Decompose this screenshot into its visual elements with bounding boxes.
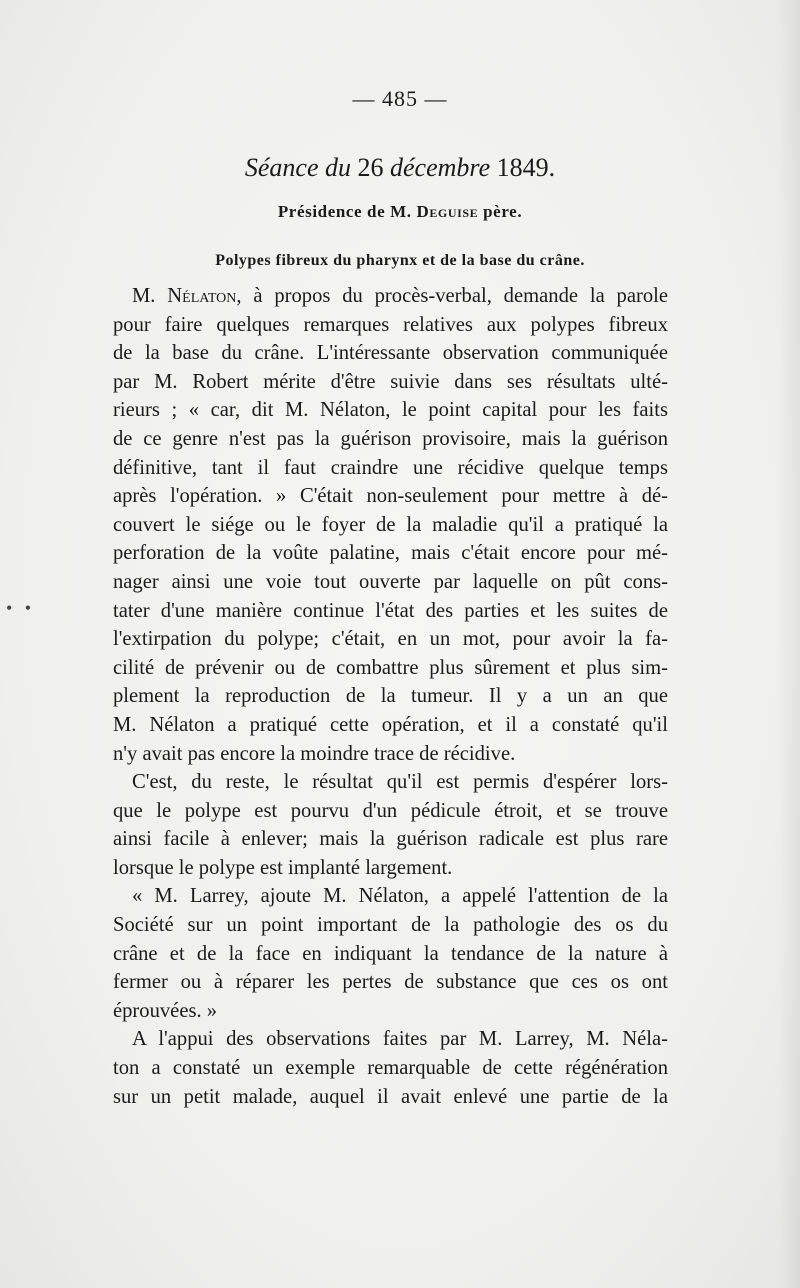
text-line: ton a constaté un exemple remarquable de cette régénération xyxy=(113,1057,668,1080)
text-line: n'y avait pas encore la moindre trace de récidive. xyxy=(113,742,516,765)
text-line: tater d'une manière continue l'état des parties et les suites de xyxy=(113,599,668,622)
page-edge-shadow xyxy=(778,0,800,1288)
section-title: Polypes fibreux du pharynx et de la base du crâne. xyxy=(215,252,585,269)
text-line: M. Nélaton a pratiqué cette opération, et il a constaté qu'il xyxy=(113,713,668,736)
text-line: par M. Robert mérite d'être suivie dans ses résultats ulté- xyxy=(113,370,668,393)
text-line: l'extirpation du polype; c'était, en un mot, pour avoir la fa- xyxy=(113,628,668,651)
text-line: crâne et de la face en indiquant la tendance de la nature à xyxy=(113,942,668,965)
session-day: 26 xyxy=(357,153,391,182)
text-line: A l'appui des observations faites par M. Larrey, M. Néla- xyxy=(132,1028,668,1051)
session-year: 1849. xyxy=(490,153,556,182)
session-heading xyxy=(0,153,800,183)
text-line: « M. Larrey, ajoute M. Nélaton, a appelé l'attention de la xyxy=(132,885,668,908)
text-line: perforation de la voûte palatine, mais c'était encore pour mé- xyxy=(113,542,668,565)
session-prefix: Séance du xyxy=(244,153,358,182)
text-line: cilité de prévenir ou de combattre plus sûrement et plus sim- xyxy=(113,656,668,679)
session-month: décembre xyxy=(390,153,491,182)
presidence-prefix: Présidence de M. xyxy=(277,202,417,221)
presidence-suffix: père. xyxy=(478,202,523,221)
text-line: après l'opération. » C'était non-seulement pour mettre à dé- xyxy=(113,485,668,508)
text-line: de ce genre n'est pas la guérison provisoire, mais la guérison xyxy=(113,427,668,450)
text-line: ainsi facile à enlever; mais la guérison radicale est plus rare xyxy=(113,828,668,851)
text-line xyxy=(113,282,668,311)
page-number: — 485 — xyxy=(352,86,448,111)
text-line: de la base du crâne. L'intéressante observation communiquée xyxy=(113,342,668,365)
text-line: nager ainsi une voie tout ouverte par laquelle on pût cons- xyxy=(113,570,668,593)
text-line: éprouvées. » xyxy=(113,999,218,1022)
text-fragment: , à propos du procès-verbal, demande la parole xyxy=(236,285,668,307)
presidence-name: Deguise xyxy=(416,202,479,221)
text-line: couvert le siége ou le foyer de la maladie qu'il a pratiqué la xyxy=(113,513,668,536)
text-line: sur un petit malade, auquel il avait enlevé une partie de la xyxy=(113,1085,668,1108)
text-line: Société sur un point important de la pathologie des os du xyxy=(113,914,668,937)
text-line: C'est, du reste, le résultat qu'il est permis d'espérer lors- xyxy=(132,771,668,794)
body-text xyxy=(113,282,668,1111)
margin-mark: • • xyxy=(6,598,36,618)
text-line: rieurs ; « car, dit M. Nélaton, le point capital pour les faits xyxy=(113,399,668,422)
text-line: que le polype est pourvu d'un pédicule étroit, et se trouve xyxy=(113,799,668,822)
text-fragment: M. xyxy=(132,285,168,307)
text-line: plement la reproduction de la tumeur. Il y a un an que xyxy=(113,685,668,708)
text-line: fermer ou à réparer les pertes de substance que ces os ont xyxy=(113,971,668,994)
text-line: lorsque le polype est implanté largement. xyxy=(113,856,453,879)
text-line: pour faire quelques remarques relatives aux polypes fibreux xyxy=(113,313,668,336)
text-line: définitive, tant il faut craindre une récidive quelque temps xyxy=(113,456,668,479)
author-name: Nélaton xyxy=(167,285,237,307)
presidence-heading xyxy=(0,202,800,222)
